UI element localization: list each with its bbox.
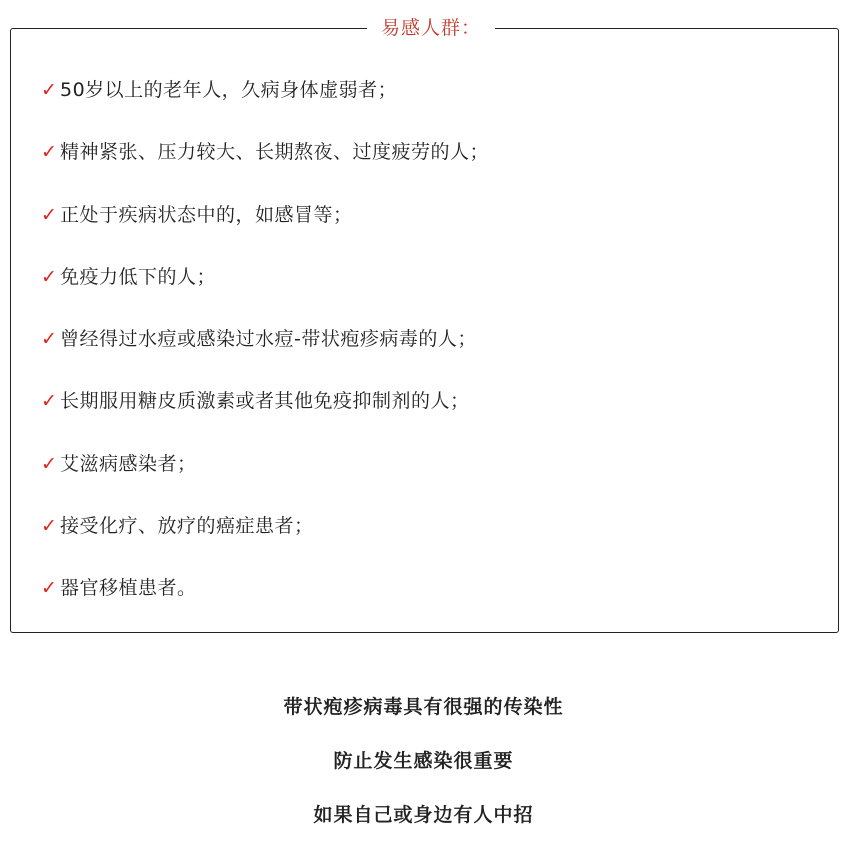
- panel-title: 易感人群：: [367, 13, 495, 43]
- footer-line: 带状疱疹病毒具有很强的传染性: [283, 696, 564, 718]
- check-icon: ✓: [41, 452, 57, 475]
- check-icon: ✓: [41, 141, 57, 164]
- list-item-text: 50岁以上的老年人，久病身体虚弱者；: [60, 79, 398, 101]
- footer-text-block: [0, 686, 847, 848]
- list-item: [41, 511, 818, 573]
- list-item: [41, 200, 818, 262]
- list-item: [41, 449, 818, 511]
- list-item-text: 艾滋病感染者；: [60, 452, 197, 475]
- list-item: [41, 386, 818, 448]
- check-icon: ✓: [41, 328, 57, 351]
- susceptible-groups-list: [41, 75, 818, 636]
- list-item: [41, 75, 818, 137]
- susceptible-groups-panel: [10, 17, 839, 633]
- check-icon: ✓: [41, 515, 57, 538]
- list-item: [41, 137, 818, 199]
- footer-line: 如果自己或身边有人中招: [313, 804, 534, 826]
- list-item-text: 器官移植患者。: [60, 577, 197, 600]
- check-icon: ✓: [41, 203, 57, 226]
- footer-line: 防止发生感染很重要: [333, 750, 514, 772]
- check-icon: ✓: [41, 577, 57, 600]
- list-item-text: 正处于疾病状态中的，如感冒等；: [60, 203, 353, 226]
- list-item-text: 精神紧张、压力较大、长期熬夜、过度疲劳的人；: [60, 141, 490, 164]
- list-item: [41, 573, 818, 635]
- check-icon: ✓: [41, 265, 57, 288]
- check-icon: ✓: [41, 79, 57, 101]
- list-item: [41, 262, 818, 324]
- list-item-text: 长期服用糖皮质激素或者其他免疫抑制剂的人；: [60, 390, 470, 413]
- list-item-text: 免疫力低下的人；: [60, 265, 217, 288]
- list-item-text: 接受化疗、放疗的癌症患者；: [60, 515, 314, 538]
- check-icon: ✓: [41, 390, 57, 413]
- list-item: [41, 324, 818, 386]
- list-item-text: 曾经得过水痘或感染过水痘-带状疱疹病毒的人；: [60, 328, 477, 351]
